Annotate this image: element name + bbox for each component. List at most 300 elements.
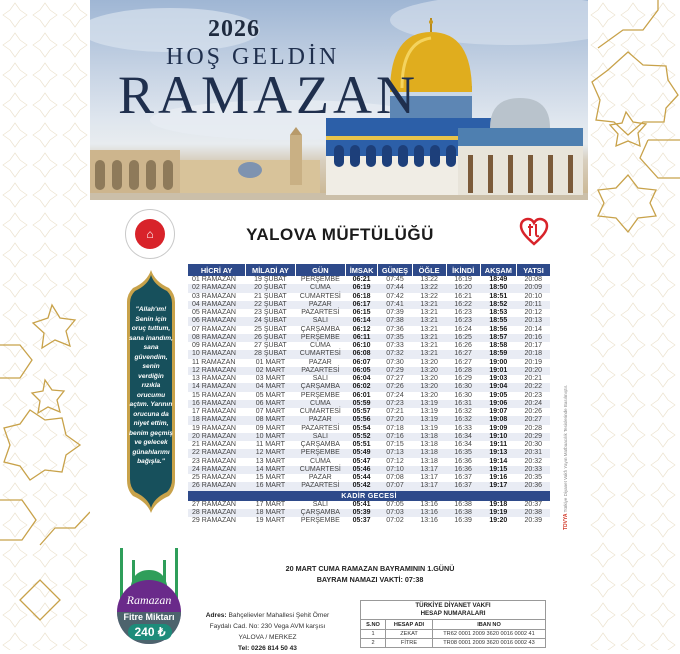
cell-miladi-ay: 21 ŞUBAT bbox=[254, 292, 287, 300]
cell-ogle: 13:22 bbox=[412, 284, 446, 292]
cell-ogle: 13:21 bbox=[420, 342, 438, 350]
cell-aksam: 19:17 bbox=[480, 482, 516, 490]
address-block bbox=[195, 610, 340, 654]
cell-aksam: 18:55 bbox=[480, 317, 516, 325]
cell-ikindi: 16:32 bbox=[454, 408, 472, 416]
tdv-heart-logo-icon bbox=[519, 216, 549, 246]
cell-imsak: 06:01 bbox=[352, 391, 371, 399]
cell-hicri-ay: 24 RAMAZAN bbox=[188, 466, 246, 474]
bank-row bbox=[361, 639, 546, 648]
cell-gunes: 07:29 bbox=[378, 367, 412, 375]
cell-ogle: 13:21 bbox=[412, 301, 446, 309]
cell-yatsi: 20:39 bbox=[524, 517, 543, 525]
cell-aksam: 19:10 bbox=[480, 433, 516, 441]
cell-imsak: 06:18 bbox=[352, 292, 371, 300]
fitre-ramazan-script: Ramazan bbox=[126, 593, 172, 607]
cell-gun: CUMA bbox=[295, 400, 345, 408]
table-row bbox=[188, 326, 550, 334]
cell-imsak: 06:02 bbox=[345, 383, 377, 391]
cell-ikindi: 16:22 bbox=[446, 301, 480, 309]
table-row bbox=[188, 383, 550, 391]
cell-gun: CUMA bbox=[310, 457, 331, 465]
table-row bbox=[188, 449, 550, 457]
cell-yatsi: 20:29 bbox=[517, 433, 551, 441]
bank-iban: TR08 0001 2009 3620 0016 0002 43 bbox=[433, 639, 546, 648]
cell-ogle: 13:17 bbox=[412, 466, 446, 474]
hero-title: RAMAZAN bbox=[118, 65, 420, 125]
cell-aksam: 18:59 bbox=[480, 350, 516, 358]
cell-imsak: 05:41 bbox=[352, 500, 371, 508]
cell-yatsi: 20:32 bbox=[524, 457, 543, 465]
cell-aksam: 19:20 bbox=[489, 517, 508, 525]
cell-miladi-ay: 26 ŞUBAT bbox=[246, 334, 296, 342]
cell-ikindi: 16:19 bbox=[454, 276, 472, 284]
cell-hicri-ay: 17 RAMAZAN bbox=[192, 408, 236, 416]
table-row bbox=[188, 433, 550, 441]
cell-gun: PERŞEMBE bbox=[295, 449, 345, 457]
cell-ikindi: 16:30 bbox=[446, 383, 480, 391]
cell-ogle: 13:22 bbox=[420, 292, 438, 300]
cell-imsak: 06:08 bbox=[345, 350, 377, 358]
cell-ikindi: 16:26 bbox=[454, 342, 472, 350]
cell-gunes: 07:20 bbox=[378, 416, 412, 424]
cell-imsak: 05:57 bbox=[352, 408, 371, 416]
col-hesap-adi: HESAP ADI bbox=[386, 620, 433, 630]
cell-ikindi: 16:35 bbox=[446, 449, 480, 457]
bank-title-line-2: HESAP NUMARALARI bbox=[420, 610, 486, 617]
cell-gunes: 07:13 bbox=[378, 449, 412, 457]
bank-title-line-1: TÜRKİYE DİYANET VAKFI bbox=[415, 602, 491, 609]
cell-gun: PAZAR bbox=[308, 474, 332, 482]
cell-ogle: 13:19 bbox=[412, 400, 446, 408]
cell-miladi-ay: 04 MART bbox=[246, 383, 296, 391]
cell-ogle: 13:20 bbox=[420, 358, 438, 366]
cell-yatsi: 20:16 bbox=[517, 334, 551, 342]
cell-miladi-ay: 18 MART bbox=[246, 509, 296, 517]
cell-gun: SALI bbox=[312, 375, 328, 383]
cell-yatsi: 20:30 bbox=[524, 441, 543, 449]
cell-ikindi: 16:23 bbox=[446, 317, 480, 325]
col-gun: GÜN bbox=[295, 264, 345, 276]
cell-gun: PERŞEMBE bbox=[300, 517, 340, 525]
cell-ogle: 13:21 bbox=[412, 317, 446, 325]
cell-gunes: 07:21 bbox=[386, 408, 404, 416]
cell-ikindi: 16:27 bbox=[454, 358, 472, 366]
cell-gunes: 07:05 bbox=[386, 500, 404, 508]
cell-imsak: 06:07 bbox=[352, 358, 371, 366]
credit-text: Türkiye Diyanet Vakfı Yayın Matbaacılık Tesislerinde Basılmıştır. bbox=[563, 384, 568, 513]
cell-aksam: 19:15 bbox=[480, 466, 516, 474]
cell-aksam: 19:07 bbox=[489, 408, 508, 416]
col-ogle: ÖĞLE bbox=[412, 264, 446, 276]
cell-miladi-ay: 01 MART bbox=[255, 358, 286, 366]
cell-yatsi: 20:23 bbox=[524, 391, 543, 399]
cell-yatsi: 20:12 bbox=[524, 309, 543, 317]
hero-subtitle: HOŞ GELDİN bbox=[166, 44, 340, 70]
cell-ikindi: 16:29 bbox=[454, 375, 472, 383]
cell-gun: SALI bbox=[295, 317, 345, 325]
cell-gunes: 07:08 bbox=[386, 474, 404, 482]
cell-aksam: 19:16 bbox=[489, 474, 508, 482]
cell-hicri-ay: 26 RAMAZAN bbox=[188, 482, 246, 490]
cell-ogle: 13:16 bbox=[420, 517, 438, 525]
cell-hicri-ay: 25 RAMAZAN bbox=[192, 474, 236, 482]
cell-ikindi: 16:36 bbox=[454, 457, 472, 465]
cell-yatsi: 20:18 bbox=[517, 350, 551, 358]
kadir-gecesi-label: KADİR GECESİ bbox=[188, 491, 550, 501]
cell-ikindi: 16:39 bbox=[454, 517, 472, 525]
table-row bbox=[188, 474, 550, 482]
bank-account-name: ZEKAT bbox=[386, 630, 433, 639]
cell-hicri-ay: 03 RAMAZAN bbox=[192, 292, 236, 300]
cell-ogle: 13:19 bbox=[420, 424, 438, 432]
cell-ogle: 13:19 bbox=[412, 416, 446, 424]
cell-ikindi: 16:27 bbox=[446, 350, 480, 358]
bayram-namazi-time: BAYRAM NAMAZI VAKTİ: 07:38 bbox=[316, 575, 424, 584]
cell-ikindi: 16:31 bbox=[446, 400, 480, 408]
cell-yatsi: 20:08 bbox=[524, 276, 543, 284]
table-row bbox=[188, 350, 550, 358]
cell-hicri-ay: 14 RAMAZAN bbox=[188, 383, 246, 391]
cell-miladi-ay: 16 MART bbox=[246, 482, 296, 490]
col-imsak: İMSAK bbox=[345, 264, 377, 276]
table-row bbox=[188, 301, 550, 309]
prayer-times-table bbox=[188, 264, 550, 525]
cell-ikindi: 16:37 bbox=[446, 482, 480, 490]
table-row bbox=[188, 293, 550, 301]
cell-aksam: 19:19 bbox=[480, 509, 516, 517]
cell-imsak: 05:46 bbox=[345, 466, 377, 474]
cell-hicri-ay: 09 RAMAZAN bbox=[192, 342, 236, 350]
cell-yatsi: 20:27 bbox=[517, 416, 551, 424]
kadir-gecesi-row bbox=[188, 491, 550, 501]
cell-miladi-ay: 11 MART bbox=[255, 441, 285, 449]
cell-ogle: 13:20 bbox=[412, 383, 446, 391]
cell-aksam: 18:49 bbox=[489, 276, 508, 284]
cell-miladi-ay: 28 ŞUBAT bbox=[246, 350, 296, 358]
table-row bbox=[188, 400, 550, 408]
right-geometric-border bbox=[588, 0, 680, 650]
cell-miladi-ay: 23 ŞUBAT bbox=[254, 309, 287, 317]
bayram-date: 20 MART CUMA RAMAZAN BAYRAMININ 1.GÜNÜ bbox=[285, 564, 455, 573]
cell-ikindi: 16:36 bbox=[446, 466, 480, 474]
table-row bbox=[188, 509, 550, 517]
table-row bbox=[188, 458, 550, 466]
cell-gun: ÇARŞAMBA bbox=[300, 441, 340, 449]
cell-ogle: 13:22 bbox=[420, 276, 438, 284]
cell-aksam: 19:11 bbox=[489, 441, 508, 449]
cell-yatsi: 20:36 bbox=[517, 482, 551, 490]
cell-imsak: 05:37 bbox=[352, 517, 371, 525]
cell-hicri-ay: 06 RAMAZAN bbox=[188, 317, 246, 325]
col-yatsi: YATSI bbox=[517, 264, 551, 276]
cell-gun: ÇARŞAMBA bbox=[300, 325, 340, 333]
cell-gun: PAZARTESİ bbox=[295, 367, 345, 375]
cell-hicri-ay: 27 RAMAZAN bbox=[192, 500, 236, 508]
cell-gunes: 07:33 bbox=[386, 342, 404, 350]
diyanet-emblem-icon: ⌂ bbox=[135, 219, 165, 249]
cell-ikindi: 16:34 bbox=[446, 433, 480, 441]
cell-ikindi: 16:32 bbox=[446, 416, 480, 424]
cell-gun: PAZARTESİ bbox=[301, 309, 340, 317]
col-sno: S.NO bbox=[361, 620, 386, 630]
cell-gunes: 07:23 bbox=[378, 400, 412, 408]
table-row bbox=[188, 416, 550, 424]
cell-gunes: 07:39 bbox=[386, 309, 404, 317]
cell-ikindi: 16:25 bbox=[446, 334, 480, 342]
cell-imsak: 06:17 bbox=[345, 301, 377, 309]
table-row bbox=[188, 317, 550, 325]
cell-gunes: 07:45 bbox=[386, 276, 404, 284]
cell-ikindi: 16:37 bbox=[454, 474, 472, 482]
cell-gunes: 07:30 bbox=[386, 358, 404, 366]
cell-imsak: 06:12 bbox=[352, 325, 371, 333]
cell-gun: CUMARTESİ bbox=[295, 350, 345, 358]
cell-ogle: 13:19 bbox=[420, 408, 438, 416]
cell-miladi-ay: 06 MART bbox=[246, 400, 296, 408]
left-geometric-border bbox=[0, 0, 90, 650]
cell-ogle: 13:21 bbox=[420, 325, 438, 333]
cell-imsak: 05:52 bbox=[345, 433, 377, 441]
cell-imsak: 06:14 bbox=[345, 317, 377, 325]
cell-gun: CUMA bbox=[295, 284, 345, 292]
cell-aksam: 18:51 bbox=[489, 292, 508, 300]
cell-miladi-ay: 13 MART bbox=[255, 457, 286, 465]
cell-ogle: 13:18 bbox=[420, 441, 438, 449]
cell-yatsi: 20:19 bbox=[524, 358, 543, 366]
cell-ikindi: 16:28 bbox=[446, 367, 480, 375]
tel-number: 0226 814 50 43 bbox=[251, 645, 297, 652]
cell-hicri-ay: 21 RAMAZAN bbox=[192, 441, 236, 449]
cell-hicri-ay: 20 RAMAZAN bbox=[188, 433, 246, 441]
table-row bbox=[188, 367, 550, 375]
cell-miladi-ay: 27 ŞUBAT bbox=[254, 342, 287, 350]
cell-gunes: 07:26 bbox=[378, 383, 412, 391]
cell-imsak: 06:21 bbox=[352, 276, 371, 284]
bank-sno: 2 bbox=[361, 639, 386, 648]
bank-table-title bbox=[361, 601, 546, 620]
cell-miladi-ay: 20 ŞUBAT bbox=[246, 284, 296, 292]
col-gunes: GÜNEŞ bbox=[378, 264, 412, 276]
table-row bbox=[188, 482, 550, 490]
cell-gun: PAZAR bbox=[295, 416, 345, 424]
cell-hicri-ay: 28 RAMAZAN bbox=[188, 509, 246, 517]
cell-ogle: 13:18 bbox=[412, 449, 446, 457]
cell-gunes: 07:27 bbox=[386, 375, 404, 383]
cell-gunes: 07:15 bbox=[386, 441, 404, 449]
col-miladi-ay: MİLADİ AY bbox=[246, 264, 296, 276]
table-row bbox=[188, 375, 550, 383]
bank-sno: 1 bbox=[361, 630, 386, 639]
bank-row bbox=[361, 630, 546, 639]
cell-imsak: 06:19 bbox=[345, 284, 377, 292]
cell-hicri-ay: 02 RAMAZAN bbox=[188, 284, 246, 292]
cell-miladi-ay: 08 MART bbox=[246, 416, 296, 424]
cell-yatsi: 20:37 bbox=[524, 500, 543, 508]
cell-gun: ÇARŞAMBA bbox=[295, 383, 345, 391]
cell-gun: PERŞEMBE bbox=[295, 334, 345, 342]
cell-ogle: 13:20 bbox=[420, 375, 438, 383]
cell-gun: PERŞEMBE bbox=[300, 276, 340, 284]
cell-ogle: 13:16 bbox=[412, 509, 446, 517]
cell-aksam: 18:57 bbox=[480, 334, 516, 342]
cell-ogle: 13:21 bbox=[412, 350, 446, 358]
cell-yatsi: 20:22 bbox=[517, 383, 551, 391]
bank-iban: TR62 0001 2009 3620 0016 0002 41 bbox=[433, 630, 546, 639]
cell-ogle: 13:18 bbox=[412, 433, 446, 441]
tel-label: Tel: bbox=[238, 645, 250, 652]
iftar-dua-panel bbox=[125, 268, 177, 515]
tdvya-brand: TDVYA bbox=[563, 513, 569, 530]
table-row bbox=[188, 342, 550, 350]
bank-accounts-table bbox=[360, 600, 546, 648]
cell-gun: SALI bbox=[312, 500, 328, 508]
cell-miladi-ay: 03 MART bbox=[255, 375, 286, 383]
cell-ogle: 13:17 bbox=[412, 482, 446, 490]
cell-yatsi: 20:17 bbox=[524, 342, 543, 350]
geometric-pattern-icon bbox=[0, 0, 90, 650]
table-row bbox=[188, 408, 550, 416]
table-row bbox=[188, 466, 550, 474]
cell-miladi-ay: 19 ŞUBAT bbox=[254, 276, 287, 284]
cell-yatsi: 20:20 bbox=[517, 367, 551, 375]
cell-yatsi: 20:31 bbox=[517, 449, 551, 457]
cell-imsak: 06:15 bbox=[352, 309, 371, 317]
cell-hicri-ay: 07 RAMAZAN bbox=[192, 325, 236, 333]
col-ikindi: İKİNDİ bbox=[446, 264, 480, 276]
cell-miladi-ay: 24 ŞUBAT bbox=[246, 317, 296, 325]
cell-gunes: 07:41 bbox=[378, 301, 412, 309]
address-line-1: Bahçelievler Mahallesi Şehit Ömer bbox=[228, 612, 330, 619]
cell-miladi-ay: 02 MART bbox=[246, 367, 296, 375]
cell-aksam: 18:52 bbox=[480, 301, 516, 309]
cell-gun: PAZARTESİ bbox=[295, 482, 345, 490]
cell-gunes: 07:44 bbox=[378, 284, 412, 292]
table-row bbox=[188, 392, 550, 400]
table-header-row bbox=[188, 264, 550, 276]
cell-hicri-ay: 18 RAMAZAN bbox=[188, 416, 246, 424]
cell-imsak: 05:54 bbox=[352, 424, 371, 432]
hero-year: 2026 bbox=[208, 16, 260, 42]
cell-aksam: 19:09 bbox=[489, 424, 508, 432]
cell-imsak: 05:39 bbox=[345, 509, 377, 517]
cell-gunes: 07:32 bbox=[378, 350, 412, 358]
cell-imsak: 05:51 bbox=[352, 441, 371, 449]
cell-ogle: 13:18 bbox=[420, 457, 438, 465]
cell-miladi-ay: 22 ŞUBAT bbox=[246, 301, 296, 309]
cell-yatsi: 20:26 bbox=[524, 408, 543, 416]
page-title: YALOVA MÜFTÜLÜĞÜ bbox=[246, 225, 434, 244]
cell-miladi-ay: 17 MART bbox=[255, 500, 286, 508]
cell-gunes: 07:35 bbox=[378, 334, 412, 342]
cell-gunes: 07:03 bbox=[378, 509, 412, 517]
hero-banner bbox=[90, 0, 588, 200]
cell-ikindi: 16:38 bbox=[446, 509, 480, 517]
cell-miladi-ay: 15 MART bbox=[255, 474, 286, 482]
col-hicri-ay: HİCRİ AY bbox=[188, 264, 246, 276]
cell-aksam: 18:53 bbox=[489, 309, 508, 317]
cell-miladi-ay: 12 MART bbox=[246, 449, 296, 457]
col-iban: IBAN NO bbox=[433, 620, 546, 630]
cell-yatsi: 20:11 bbox=[517, 301, 551, 309]
cell-gunes: 07:18 bbox=[386, 424, 404, 432]
cell-ikindi: 16:20 bbox=[446, 284, 480, 292]
cell-gun: PERŞEMBE bbox=[300, 391, 340, 399]
cell-miladi-ay: 09 MART bbox=[255, 424, 286, 432]
cell-aksam: 19:04 bbox=[480, 383, 516, 391]
cell-aksam: 18:56 bbox=[489, 325, 508, 333]
cell-imsak: 05:59 bbox=[345, 400, 377, 408]
cell-gun: PAZARTESİ bbox=[301, 424, 340, 432]
cell-hicri-ay: 23 RAMAZAN bbox=[192, 457, 236, 465]
cell-miladi-ay: 19 MART bbox=[255, 517, 286, 525]
cell-yatsi: 20:35 bbox=[524, 474, 543, 482]
cell-imsak: 05:42 bbox=[345, 482, 377, 490]
table-body bbox=[188, 276, 550, 525]
cell-gunes: 07:36 bbox=[386, 325, 404, 333]
table-row bbox=[188, 501, 550, 509]
cell-miladi-ay: 10 MART bbox=[246, 433, 296, 441]
col-aksam: AKŞAM bbox=[480, 264, 516, 276]
diyanet-logo bbox=[125, 209, 175, 259]
cell-ikindi: 16:33 bbox=[454, 424, 472, 432]
table-row bbox=[188, 334, 550, 342]
fitre-badge bbox=[110, 540, 188, 645]
cell-ogle: 13:20 bbox=[412, 367, 446, 375]
fitre-label: Fitre Miktarı bbox=[123, 612, 175, 622]
cell-imsak: 06:05 bbox=[345, 367, 377, 375]
cell-gun: PAZAR bbox=[308, 358, 332, 366]
cell-aksam: 18:58 bbox=[489, 342, 508, 350]
cell-aksam: 19:08 bbox=[480, 416, 516, 424]
cell-yatsi: 20:21 bbox=[524, 375, 543, 383]
bayram-info bbox=[200, 563, 540, 585]
cell-imsak: 06:04 bbox=[352, 375, 371, 383]
bank-account-name: FİTRE bbox=[386, 639, 433, 648]
cell-hicri-ay: 19 RAMAZAN bbox=[192, 424, 236, 432]
cell-gun: CUMA bbox=[310, 342, 331, 350]
cell-aksam: 19:13 bbox=[480, 449, 516, 457]
fitre-amount: 240 ₺ bbox=[128, 624, 172, 640]
cell-hicri-ay: 15 RAMAZAN bbox=[192, 391, 236, 399]
printer-credit bbox=[563, 385, 569, 530]
cell-hicri-ay: 29 RAMAZAN bbox=[192, 517, 236, 525]
table-row bbox=[188, 517, 550, 525]
table-row bbox=[188, 441, 550, 449]
cell-aksam: 19:00 bbox=[489, 358, 508, 366]
cell-hicri-ay: 16 RAMAZAN bbox=[188, 400, 246, 408]
cell-hicri-ay: 04 RAMAZAN bbox=[188, 301, 246, 309]
cell-hicri-ay: 08 RAMAZAN bbox=[188, 334, 246, 342]
cell-gun: SALI bbox=[295, 433, 345, 441]
cell-ogle: 13:21 bbox=[412, 334, 446, 342]
cell-gunes: 07:10 bbox=[378, 466, 412, 474]
cell-miladi-ay: 05 MART bbox=[255, 391, 286, 399]
cell-gun: PAZAR bbox=[295, 301, 345, 309]
cell-hicri-ay: 10 RAMAZAN bbox=[188, 350, 246, 358]
cell-yatsi: 20:13 bbox=[517, 317, 551, 325]
cell-hicri-ay: 11 RAMAZAN bbox=[192, 358, 236, 366]
cell-yatsi: 20:33 bbox=[517, 466, 551, 474]
cell-aksam: 19:05 bbox=[489, 391, 508, 399]
cell-yatsi: 20:38 bbox=[517, 509, 551, 517]
cell-yatsi: 20:10 bbox=[524, 292, 543, 300]
cell-ogle: 13:16 bbox=[420, 500, 438, 508]
cell-hicri-ay: 13 RAMAZAN bbox=[192, 375, 236, 383]
cell-aksam: 19:18 bbox=[489, 500, 508, 508]
cell-gunes: 07:07 bbox=[378, 482, 412, 490]
cell-ogle: 13:20 bbox=[420, 391, 438, 399]
